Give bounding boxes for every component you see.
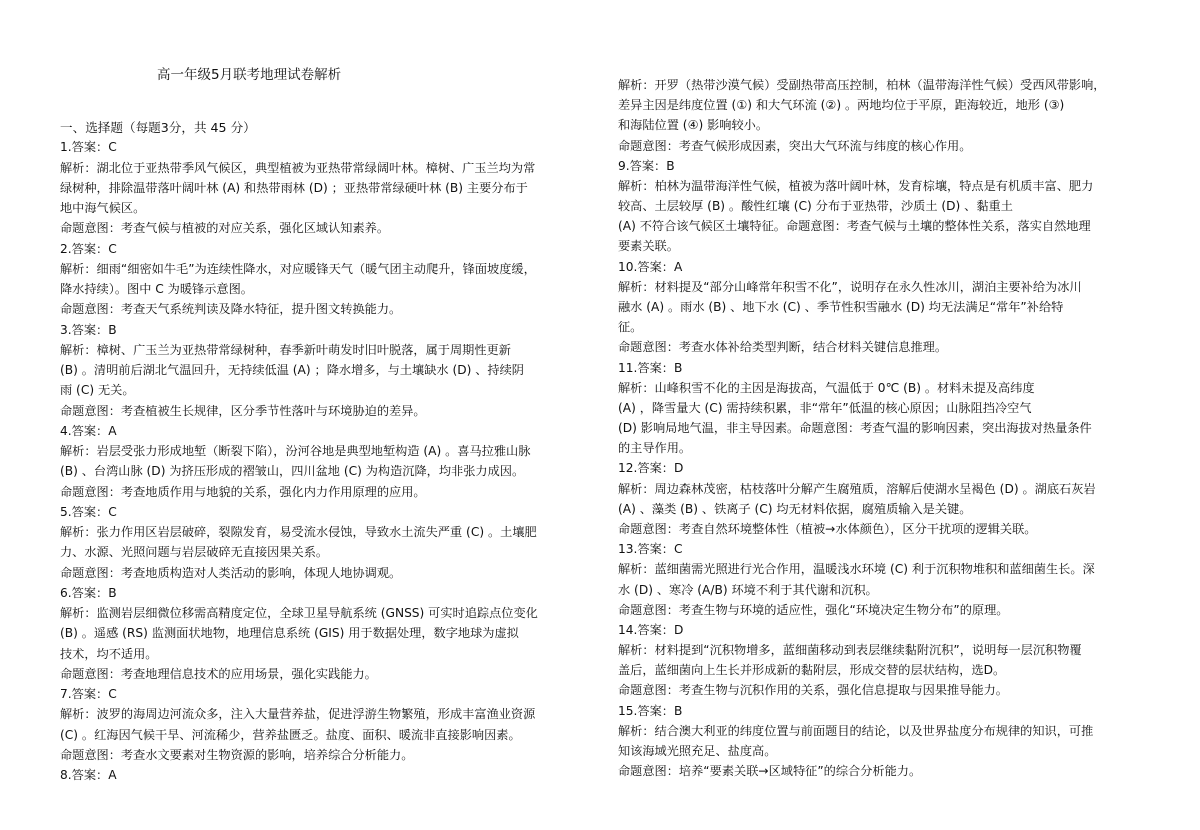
left-text-line: (C) 。红海因气候干旱、河流稀少，营养盐匮乏。盐度、面积、暖流非直接影响因素。 [60, 727, 521, 742]
right-text-line: 解析：山峰积雪不化的主因是海拔高，气温低于 0℃ (B) 。材料未提及高纬度 [618, 380, 1035, 395]
left-text-line: 4.答案：A [60, 423, 117, 438]
left-text-line: (B) 。遥感 (RS) 监测面状地物，地理信息系统 (GIS) 用于数据处理，数字地球为虚拟 [60, 626, 519, 641]
right-text-line: 命题意图：考查生物与沉积作用的关系，强化信息提取与因果推导能力。 [618, 683, 1008, 698]
left-text-line: 命题意图：考查地质构造对人类活动的影响，体现人地协调观。 [60, 565, 402, 580]
right-text-line: 9.答案：B [618, 158, 675, 173]
left-text-line: 解析：监测岩层细微位移需高精度定位，全球卫星导航系统 (GNSS) 可实时追踪点位变化 [60, 606, 538, 620]
right-text-line: 命题意图：考查气候形成因素，突出大气环流与纬度的核心作用。 [618, 138, 972, 153]
right-text-line: 命题意图：考查生物与环境的适应性，强化“环境决定生物分布”的原理。 [618, 602, 1009, 617]
left-text-line: 技术，均不适用。 [60, 646, 158, 661]
right-text-line: 解析：周边森林茂密，枯枝落叶分解产生腐殖质，溶解后使湖水呈褐色 (D) 。湖底石灰岩 [618, 481, 1096, 496]
document-title: 高一年级5月联考地理试卷解析 [157, 67, 342, 83]
left-text-line: 力、水源、光照问题与岩层破碎无直接因果关系。 [60, 545, 329, 560]
left-text-line: 地中海气候区。 [60, 201, 146, 215]
right-text-line: 和海陆位置 (④) 影响较小。 [618, 118, 769, 133]
left-text-line: (B) 、台湾山脉 (D) 为挤压形成的褶皱山，四川盆地 (C) 为构造沉降，均非张力成因。 [60, 464, 525, 479]
left-text-line: 解析：张力作用区岩层破碎，裂隙发育，易受流水侵蚀，导致水土流失严重 (C) 。土壤肥 [60, 525, 537, 539]
right-text-line: 10.答案：A [618, 259, 683, 274]
right-text-line: (D) 影响局地气温，非主导因素。命题意图：考查气温的影响因素，突出海拔对热量条件 [618, 421, 1092, 436]
right-text-line: 融水 (A) 。雨水 (B) 、地下水 (C) 、季节性积雪融水 (D) 均无法满足“常年”补给特 [618, 299, 1064, 314]
left-text-line: 命题意图：考查地质作用与地貌的关系，强化内力作用原理的应用。 [60, 484, 426, 499]
left-text-line: 命题意图：考查植被生长规律，区分季节性落叶与环境胁迫的差异。 [60, 403, 426, 418]
left-text-line: 7.答案：C [60, 687, 117, 701]
left-text-line: 3.答案：B [60, 322, 117, 337]
right-text-line: 解析：柏林为温带海洋性气候，植被为落叶阔叶林，发育棕壤，特点是有机质丰富、肥力 [618, 178, 1094, 193]
right-text-line: 命题意图：培养“要素关联→区域特征”的综合分析能力。 [618, 764, 922, 779]
right-text-line: 解析：材料提及“部分山峰常年积雪不化”，说明存在永久性冰川，湖泊主要补给为冰川 [618, 279, 1082, 294]
right-text-line: 命题意图：考查自然环境整体性（植被→水体颜色），区分干扰项的逻辑关联。 [618, 521, 1037, 536]
right-text-line: 命题意图：考查水体补给类型判断，结合材料关键信息推理。 [618, 340, 948, 355]
right-text-line: 较高、土层较厚 (B) 。酸性红壤 (C) 分布于亚热带，沙质土 (D) 、黏重土 [618, 199, 1013, 214]
right-text-line: 盖后，蓝细菌向上生长并形成新的黏附层，形成交替的层状结构，选D。 [618, 663, 1006, 678]
right-text-line: 的主导作用。 [618, 441, 692, 456]
left-text-line: 一、选择题（每题3分，共 45 分） [60, 120, 256, 135]
left-text-line: 降水持续）。图中 C 为暖锋示意图。 [60, 282, 253, 296]
right-text-line: 解析：材料提到“沉积物增多，蓝细菌移动到表层继续黏附沉积”，说明每一层沉积物覆 [618, 643, 1082, 658]
right-text-line: 知该海域光照充足、盐度高。 [618, 743, 777, 758]
left-text-line: 解析：樟树、广玉兰为亚热带常绿树种，春季新叶萌发时旧叶脱落，属于周期性更新 [60, 342, 511, 357]
right-text-line: 要素关联。 [618, 239, 679, 254]
right-text-line: 解析：蓝细菌需光照进行光合作用，温暖浅水环境 (C) 利于沉积物堆积和蓝细菌生长。深 [618, 562, 1095, 577]
right-text-line: 14.答案：D [618, 622, 684, 637]
left-text-line: (B) 。清明前后湖北气温回升，无持续低温 (A) ；降水增多，与土壤缺水 (D) 、持续阴 [60, 363, 524, 377]
right-text-line: (A) 、藻类 (B) 、铁离子 (C) 均无材料依据，腐殖质输入是关键。 [618, 501, 972, 516]
right-text-line: 11.答案：B [618, 360, 683, 375]
right-text-line: 征。 [618, 320, 643, 335]
left-text-line: 2.答案：C [60, 241, 117, 256]
left-text-line: 命题意图：考查水文要素对生物资源的影响，培养综合分析能力。 [60, 747, 414, 762]
left-text-line: 解析：岩层受张力形成地堑（断裂下陷），汾河谷地是典型地堑构造 (A) 。喜马拉雅山脉 [60, 444, 531, 458]
left-text-line: 1.答案：C [60, 140, 117, 155]
right-text-line: 差异主因是纬度位置 (①) 和大气环流 (②) 。两地均位于平原，距海较近，地形 (③) [618, 98, 1065, 113]
left-text-line: 6.答案：B [60, 585, 117, 600]
right-text-line: 12.答案：D [618, 461, 684, 476]
left-text-line: 命题意图：考查地理信息技术的应用场景，强化实践能力。 [60, 666, 377, 681]
right-text-line: 解析：开罗（热带沙漠气候）受副热带高压控制，柏林（温带海洋性气候）受西风带影响， [618, 78, 1106, 92]
right-text-line: (A) ，降雪量大 (C) 需持续积累，非“常年”低温的核心原因；山脉阻挡冷空气 [618, 400, 1032, 415]
left-text-line: 雨 (C) 无关。 [60, 383, 135, 398]
left-text-line: 命题意图：考查气候与植被的对应关系，强化区域认知素养。 [60, 221, 390, 236]
right-text-line: 水 (D) 、寒冷 (A/B) 环境不利于其代谢和沉积。 [618, 582, 878, 597]
left-text-line: 解析：波罗的海周边河流众多，注入大量营养盐，促进浮游生物繁殖，形成丰富渔业资源 [60, 707, 536, 722]
left-text-line: 解析：细雨“细密如牛毛”为连续性降水，对应暖锋天气（暖气团主动爬升，锋面坡度缓， [60, 261, 536, 276]
left-text-line: 绿树种，排除温带落叶阔叶林 (A) 和热带雨林 (D) ；亚热带常绿硬叶林 (B) 主要分布于 [60, 180, 528, 195]
left-text-line: 8.答案：A [60, 768, 117, 782]
right-text-line: 解析：结合澳大利亚的纬度位置与前面题目的结论，以及世界盐度分布规律的知识，可推 [618, 723, 1094, 738]
right-text-line: 13.答案：C [618, 542, 683, 557]
left-text-line: 5.答案：C [60, 504, 117, 519]
left-text-line: 解析：湖北位于亚热带季风气候区，典型植被为亚热带常绿阔叶林。樟树、广玉兰均为常 [60, 160, 536, 175]
right-text-line: (A) 不符合该气候区土壤特征。命题意图：考查气候与土壤的整体性关系，落实自然地理 [618, 219, 1091, 234]
right-text-line: 15.答案：B [618, 703, 683, 718]
left-text-line: 命题意图：考查天气系统判读及降水特征，提升图文转换能力。 [60, 302, 402, 317]
